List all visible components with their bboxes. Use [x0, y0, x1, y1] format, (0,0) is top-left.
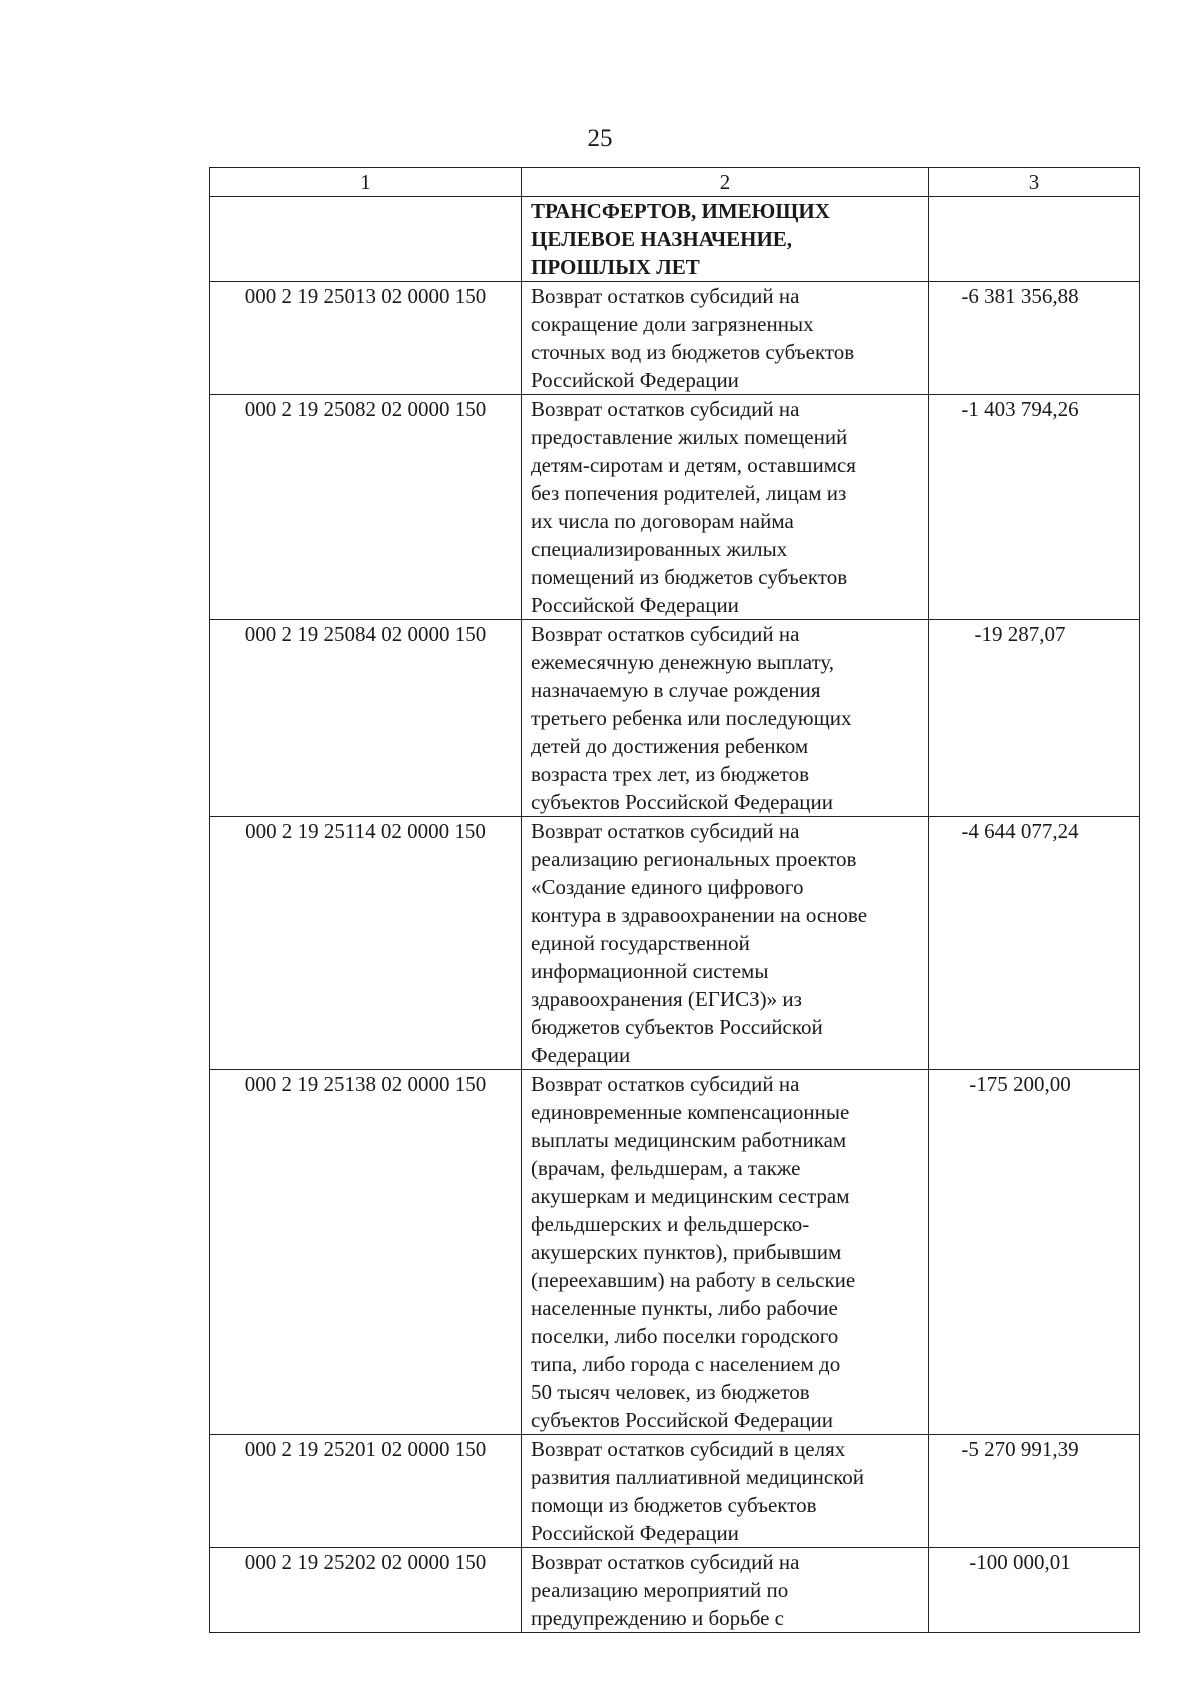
- budget-code-cell: 000 2 19 25138 02 0000 150: [210, 1070, 522, 1435]
- description-line: поселки, либо поселки городского: [531, 1324, 839, 1348]
- amount-cell: -6 381 356,88: [929, 282, 1140, 395]
- description-line: субъектов Российской Федерации: [531, 790, 834, 814]
- table-row: [210, 197, 1140, 282]
- table-header-row: [210, 168, 1140, 197]
- table-row: [210, 1548, 1140, 1633]
- description-line: акушеркам и медицинским сестрам: [531, 1184, 850, 1208]
- description-line: реализацию мероприятий по: [531, 1578, 789, 1602]
- budget-code-cell: [210, 197, 522, 282]
- amount-cell: -1 403 794,26: [929, 395, 1140, 620]
- description-line: назначаемую в случае рождения: [531, 678, 821, 702]
- description-line: помещений из бюджетов субъектов: [531, 565, 848, 589]
- amount-cell: -19 287,07: [929, 620, 1140, 817]
- description-line: Возврат остатков субсидий на: [531, 284, 800, 308]
- table-row: [210, 620, 1140, 817]
- description-line: типа, либо города с населением до: [531, 1352, 841, 1376]
- table-row: [210, 1070, 1140, 1435]
- description-line: Российской Федерации: [531, 368, 739, 392]
- description-cell: [522, 817, 929, 1070]
- description-line: контура в здравоохранении на основе: [531, 903, 868, 927]
- description-line: Возврат остатков субсидий в целях: [531, 1437, 846, 1461]
- table-row: [210, 1435, 1140, 1548]
- description-line: ежемесячную денежную выплату,: [531, 650, 835, 674]
- description-line: субъектов Российской Федерации: [531, 1408, 834, 1432]
- description-line: акушерских пунктов), прибывшим: [531, 1240, 842, 1264]
- description-line: ТРАНСФЕРТОВ, ИМЕЮЩИХ: [531, 199, 830, 223]
- description-line: здравоохранения (ЕГИСЗ)» из: [531, 987, 802, 1011]
- description-cell: [522, 1548, 929, 1633]
- description-line: их числа по договорам найма: [531, 509, 794, 533]
- description-cell: [522, 395, 929, 620]
- budget-table: [209, 167, 1140, 1633]
- description-line: Возврат остатков субсидий на: [531, 819, 800, 843]
- header-col-1: 1: [210, 168, 522, 197]
- description-line: выплаты медицинским работникам: [531, 1128, 847, 1152]
- description-line: предоставление жилых помещений: [531, 425, 848, 449]
- description-line: «Создание единого цифрового: [531, 875, 804, 899]
- description-line: помощи из бюджетов субъектов: [531, 1493, 817, 1517]
- description-line: третьего ребенка или последующих: [531, 706, 852, 730]
- description-cell: [522, 197, 929, 282]
- description-line: единовременные компенсационные: [531, 1100, 850, 1124]
- description-line: детей до достижения ребенком: [531, 734, 809, 758]
- amount-cell: -4 644 077,24: [929, 817, 1140, 1070]
- description-line: ПРОШЛЫХ ЛЕТ: [531, 255, 700, 279]
- description-line: сточных вод из бюджетов субъектов: [531, 340, 855, 364]
- description-line: Российской Федерации: [531, 593, 739, 617]
- description-line: единой государственной: [531, 931, 750, 955]
- description-line: Федерации: [531, 1043, 631, 1067]
- description-cell: [522, 620, 929, 817]
- description-line: детям-сиротам и детям, оставшимся: [531, 453, 856, 477]
- header-col-3: 3: [929, 168, 1140, 197]
- table-row: [210, 817, 1140, 1070]
- header-col-2: 2: [522, 168, 929, 197]
- description-line: фельдшерских и фельдшерско-: [531, 1212, 810, 1236]
- budget-code-cell: 000 2 19 25202 02 0000 150: [210, 1548, 522, 1633]
- budget-code-cell: 000 2 19 25114 02 0000 150: [210, 817, 522, 1070]
- description-line: Возврат остатков субсидий на: [531, 1072, 800, 1096]
- description-line: реализацию региональных проектов: [531, 847, 857, 871]
- budget-code-cell: 000 2 19 25201 02 0000 150: [210, 1435, 522, 1548]
- table-row: [210, 395, 1140, 620]
- description-line: специализированных жилых: [531, 537, 788, 561]
- description-line: (врачам, фельдшерам, а также: [531, 1156, 801, 1180]
- description-line: Возврат остатков субсидий на: [531, 622, 800, 646]
- description-cell: [522, 1435, 929, 1548]
- table-row: [210, 282, 1140, 395]
- description-line: 50 тысяч человек, из бюджетов: [531, 1380, 810, 1404]
- description-line: возраста трех лет, из бюджетов: [531, 762, 809, 786]
- budget-code-cell: 000 2 19 25084 02 0000 150: [210, 620, 522, 817]
- description-line: ЦЕЛЕВОЕ НАЗНАЧЕНИЕ,: [531, 227, 793, 251]
- description-line: Российской Федерации: [531, 1521, 739, 1545]
- description-line: (переехавшим) на работу в сельские: [531, 1268, 856, 1292]
- description-line: информационной системы: [531, 959, 769, 983]
- description-line: Возврат остатков субсидий на: [531, 1550, 800, 1574]
- description-line: бюджетов субъектов Российской: [531, 1015, 823, 1039]
- description-line: без попечения родителей, лицам из: [531, 481, 847, 505]
- description-cell: [522, 282, 929, 395]
- amount-cell: -175 200,00: [929, 1070, 1140, 1435]
- amount-cell: -5 270 991,39: [929, 1435, 1140, 1548]
- description-cell: [522, 1070, 929, 1435]
- description-line: населенные пункты, либо рабочие: [531, 1296, 838, 1320]
- budget-code-cell: 000 2 19 25013 02 0000 150: [210, 282, 522, 395]
- description-line: сокращение доли загрязненных: [531, 312, 814, 336]
- description-line: развития паллиативной медицинской: [531, 1465, 865, 1489]
- page-number: 25: [587, 125, 613, 152]
- description-line: Возврат остатков субсидий на: [531, 397, 800, 421]
- amount-cell: -100 000,01: [929, 1548, 1140, 1633]
- amount-cell: [929, 197, 1140, 282]
- description-line: предупреждению и борьбе с: [531, 1606, 785, 1630]
- budget-code-cell: 000 2 19 25082 02 0000 150: [210, 395, 522, 620]
